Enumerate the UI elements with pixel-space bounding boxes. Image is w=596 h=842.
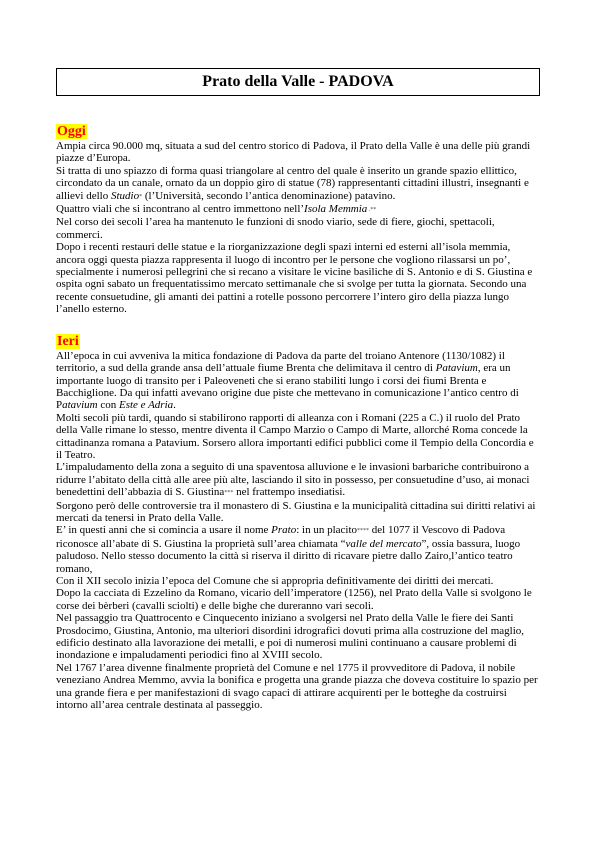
- ieri-paragraph-3: L’impaludamento della zona a seguito di una spaventosa alluvione e le invasioni barbariche contribuirono a ridurre l’abitato della città alle aree più alte, lasciando il sito in possesso, per consuetudine d’uso, ai monaci benedettini dell’abbazia di S. Giustina*** nel frattempo insediatisi.: [56, 461, 530, 499]
- document-title-box: [56, 68, 540, 96]
- ieri-paragraph-8: Nel passaggio tra Quattrocento e Cinquecento iniziano a svolgersi nel Prato della Valle le fiere dei Santi Prosdocimo, Giustina, Antonio, ma ulteriori disordini idrografici dovuti prima alla costruzione del maglio, edificio destinato alla lavorazione dei metalli, e poi di numerosi mulini continuano a causare problemi di inondazione e impaludamenti periodici fino al XVIII secolo.: [56, 612, 525, 662]
- section-heading-ieri: Ieri: [57, 333, 79, 349]
- section-oggi: [56, 122, 540, 316]
- ieri-paragraph-4: Sorgono però delle controversie tra il monastero di S. Giustina e la municipalità cittadina sui diritti relativi ai mercati da tenersi in Prato della Valle.: [56, 499, 536, 524]
- ieri-paragraph-1: All’epoca in cui avveniva la mitica fondazione di Padova da parte del troiano Antenore (1130/1082) il territorio, a sud della grande ansa dell’attuale fiume Brenta che delimitava il centro di Patavium, era un importante luogo di transito per i Paleoveneti che si erano stabiliti lungo i corsi dei fiumi Brenta e Bacchiglione. Da qui infatti avevano origine due piste che mettevano in comunicazione l’antico centro di Patavium con Este e Adria.: [56, 349, 519, 412]
- section-heading-oggi: Oggi: [57, 124, 86, 139]
- document-title: Prato della Valle - PADOVA: [202, 73, 394, 90]
- footnote-marker: ****: [357, 528, 370, 535]
- footnote-marker: ***: [224, 490, 234, 497]
- oggi-paragraph-2: Si tratta di uno spiazzo di forma quasi triangolare al centro del quale è inserito un grande spazio ellittico, circondato da un canale, ornato da un doppio giro di statue (78) rappresentanti cittadini illustri, insegnanti e allievi dello Studio* (l’Università, secondo l’antica denominazione) patavino.: [56, 164, 529, 202]
- ieri-paragraph-9: Nel 1767 l’area divenne finalmente proprietà del Comune e nel 1775 il provveditore di Padova, il nobile veneziano Andrea Memmo, avvia la bonifica e progetta una grande piazza che doveva costituire lo spazio per una grande fiera e per manifestazioni di svago capaci di attirare acquirenti per le botteghe da costruirsi intorno all’area centrale destinata al passeggio.: [56, 661, 538, 712]
- ieri-paragraph-7: Dopo la cacciata di Ezzelino da Romano, vicario dell’imperatore (1256), nel Prato della Valle si svolgono le corse dei bèrberi (cavalli sciolti) e delle bighe che dureranno vari secoli.: [56, 587, 532, 612]
- oggi-paragraph-3: Quattro viali che si incontrano al centro immettono nell’Isola Memmia .**: [56, 203, 377, 216]
- ieri-paragraph-6: Con il XII secolo inizia l’epoca del Comune che si appropria definitivamente dei diritti dei mercati.: [56, 575, 494, 587]
- section-ieri: [56, 332, 540, 712]
- ieri-paragraph-2: Molti secoli più tardi, quando si stabilirono rapporti di alleanza con i Romani (225 a C.) il ruolo del Prato della Valle rimane lo stesso, mentre diventa il Campo Marzio o Campo di Marte, allorché Roma concede la cittadinanza romana a Patavium. Sorsero allora importanti edifici pubblici come il Tempio della Concordia e il Teatro.: [56, 411, 534, 461]
- document-page: [56, 68, 540, 711]
- oggi-paragraph-4: Nel corso dei secoli l’area ha mantenuto le funzioni di snodo viario, sede di fiere, giochi, spettacoli, commerci.: [56, 216, 495, 241]
- oggi-paragraph-1: Ampia circa 90.000 mq, situata a sud del centro storico di Padova, il Prato della Valle è una delle più grandi piazze d’Europa.: [56, 140, 531, 165]
- footnote-marker: *: [139, 193, 143, 200]
- ieri-paragraph-5: E’ in questi anni che si comincia a usare il nome Prato: in un placito**** del 1077 il Vescovo di Padova riconosce all’abate di S. Giustina la proprietà sull’area chiamata “valle del mercato”, ossia bassura, luogo paludoso. Nello stesso documento la città si riserva il diritto di ricavare pietre dallo Zairo,l’antico teatro romano,: [56, 524, 521, 575]
- footnote-marker: .**: [367, 207, 377, 214]
- oggi-paragraph-5: Dopo i recenti restauri delle statue e la riorganizzazione degli spazi interni ed esterni all’isola memmia, ancora oggi questa piazza rappresenta il luogo di incontro per le persone che vogliono rilassarsi un po’, specialmente i numerosi pellegrini che si recano a visitare le vicine basiliche di S. Antonio e di S. Giustina e ospita ogni sabato un frequentatissimo mercato settimanale che si svolge per tutta la giornata. Secondo una recente consuetudine, gli amanti dei pattini a rotelle possono percorrere l’intero giro della piazza lungo l’anello esterno.: [56, 241, 533, 316]
